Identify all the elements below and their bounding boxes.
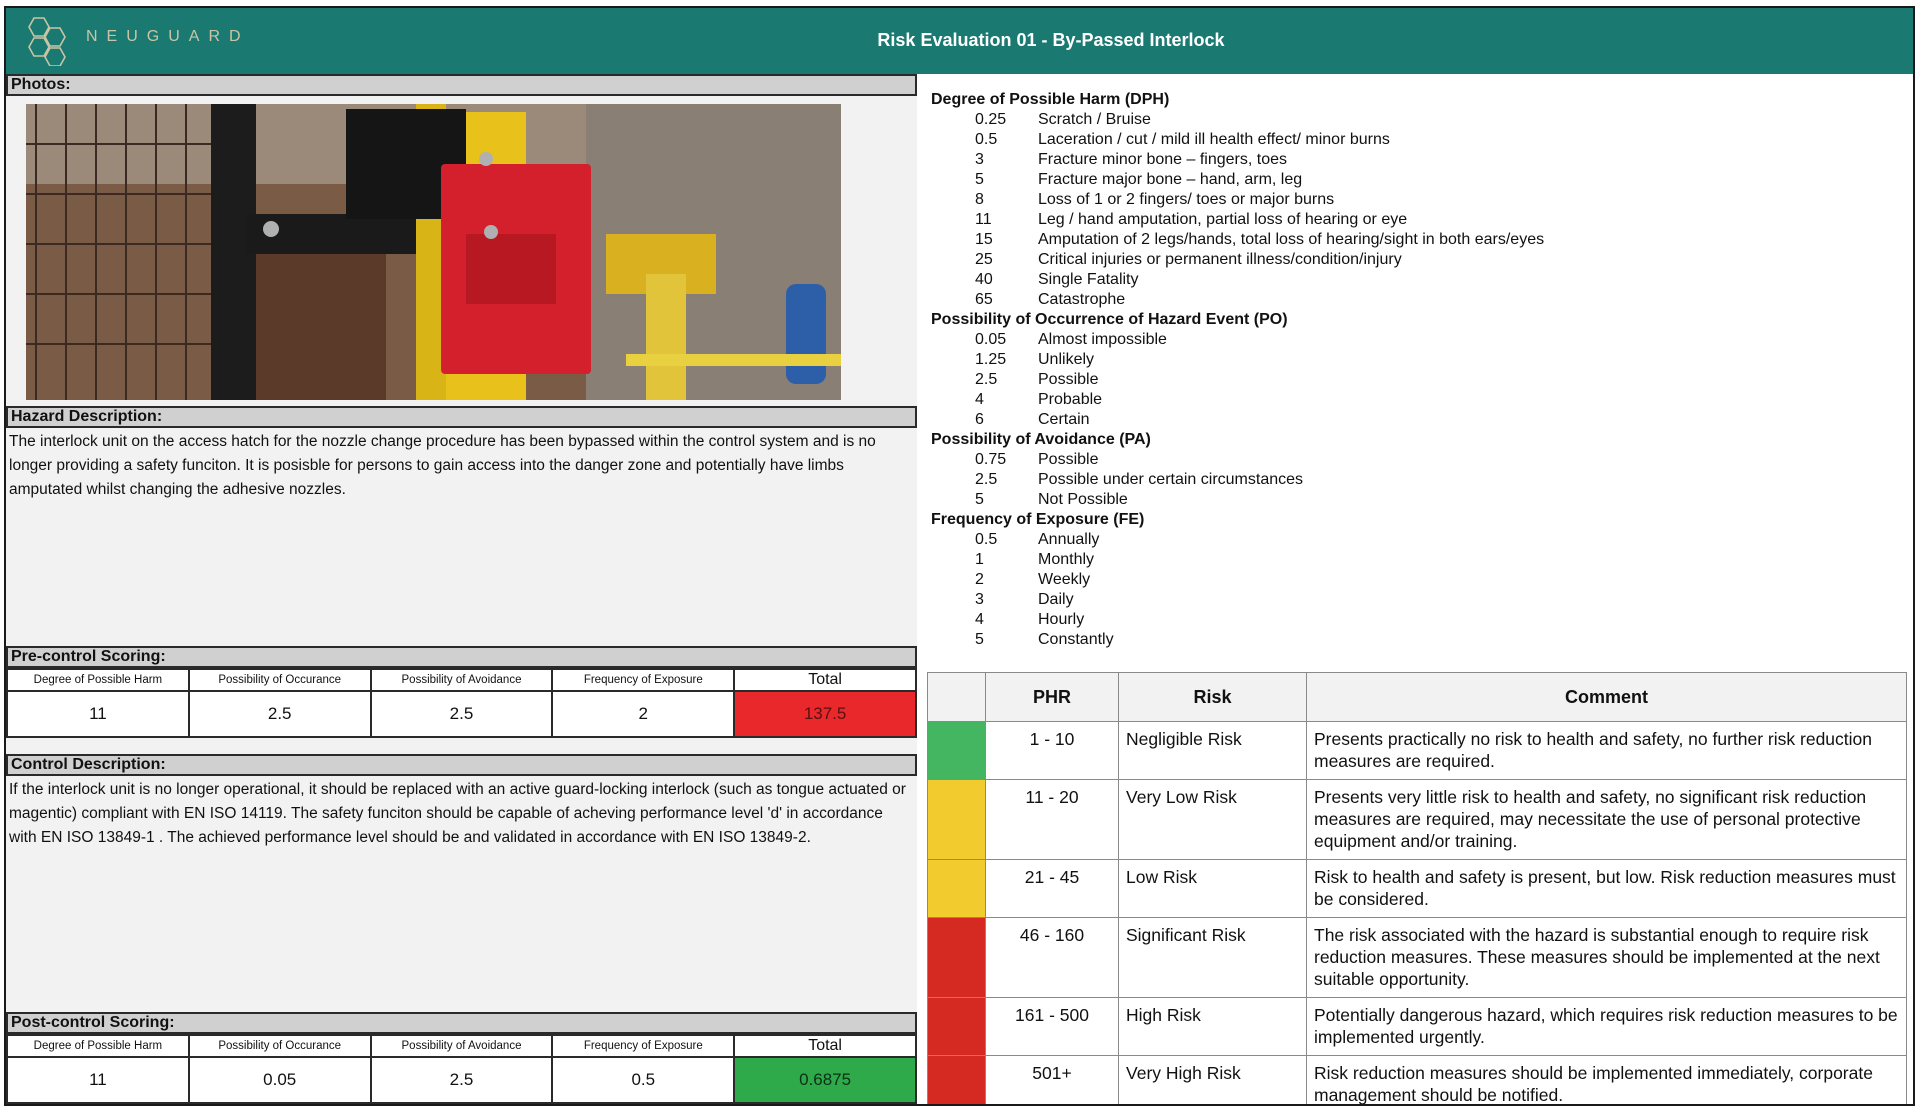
- risk-level: Low Risk: [1119, 860, 1307, 918]
- scoring-legend: [931, 90, 1891, 650]
- risk-color-swatch: [928, 860, 986, 918]
- legend-row: 0.75 Possible: [975, 451, 1099, 468]
- legend-row: 1 Monthly: [975, 551, 1095, 568]
- photos-section-label: Photos:: [6, 74, 917, 96]
- risk-level: High Risk: [1119, 998, 1307, 1056]
- legend-row: 15 Amputation of 2 legs/hands, total loss of hearing/sight in both ears/eyes: [975, 231, 1545, 248]
- pre-control-score-table: [6, 668, 917, 738]
- po-legend-title: Possibility of Occurrence of Hazard Event (PO): [931, 311, 1288, 328]
- pre-value-dph: 11: [7, 691, 189, 737]
- table-row: [928, 860, 1907, 918]
- risk-level: Very High Risk: [1119, 1056, 1307, 1107]
- table-row: [928, 998, 1907, 1056]
- dph-legend-title: Degree of Possible Harm (DPH): [931, 91, 1170, 108]
- pre-header-pa: Possibility of Avoidance: [371, 669, 553, 691]
- risk-color-swatch: [928, 1056, 986, 1107]
- phr-range: 1 - 10: [986, 722, 1119, 780]
- pre-value-fe: 2: [552, 691, 734, 737]
- pre-header-po: Possibility of Occurance: [189, 669, 371, 691]
- hazard-photo: [26, 104, 841, 400]
- page-title: Risk Evaluation 01 - By-Passed Interlock: [877, 30, 1225, 50]
- post-value-total: 0.6875: [734, 1057, 916, 1103]
- risk-color-swatch: [928, 780, 986, 860]
- post-header-total: Total: [734, 1035, 916, 1057]
- pre-header-total: Total: [734, 669, 916, 691]
- post-value-dph: 11: [7, 1057, 189, 1103]
- legend-row: 0.5 Annually: [975, 531, 1100, 548]
- comment-header: Comment: [1307, 673, 1907, 722]
- risk-comment: Risk to health and safety is present, but low. Risk reduction measures must be considered.: [1307, 860, 1907, 918]
- left-panel: [6, 74, 917, 1106]
- risk-comment: Presents practically no risk to health and safety, no further risk reduction measures are required.: [1307, 722, 1907, 780]
- risk-color-swatch: [928, 998, 986, 1056]
- pre-control-section-label: Pre-control Scoring:: [6, 646, 917, 668]
- pre-header-dph: Degree of Possible Harm: [7, 669, 189, 691]
- risk-comment: Presents very little risk to health and safety, no significant risk reduction measures are required, may necessitate the use of personal protective equipment and/or training.: [1307, 780, 1907, 860]
- post-header-pa: Possibility of Avoidance: [371, 1035, 553, 1057]
- legend-row: 3 Daily: [975, 591, 1074, 608]
- legend-row: 2 Weekly: [975, 571, 1091, 588]
- legend-row: 4 Hourly: [975, 611, 1085, 628]
- post-value-po: 0.05: [189, 1057, 371, 1103]
- post-control-section-label: Post-control Scoring:: [6, 1012, 917, 1034]
- pre-value-total: 137.5: [734, 691, 916, 737]
- pre-value-pa: 2.5: [371, 691, 553, 737]
- legend-row: 2.5 Possible: [975, 371, 1099, 388]
- table-row: [928, 1056, 1907, 1107]
- legend-row: 40 Single Fatality: [975, 271, 1139, 288]
- phr-range: 161 - 500: [986, 998, 1119, 1056]
- risk-level: Significant Risk: [1119, 918, 1307, 998]
- pa-legend-title: Possibility of Avoidance (PA): [931, 431, 1151, 448]
- hexagon-logo-icon: [20, 16, 76, 66]
- swatch-header: [928, 673, 986, 722]
- table-row: [928, 722, 1907, 780]
- table-row: [928, 780, 1907, 860]
- legend-row: 2.5 Possible under certain circumstances: [975, 471, 1304, 488]
- post-header-dph: Degree of Possible Harm: [7, 1035, 189, 1057]
- legend-row: 8 Loss of 1 or 2 fingers/ toes or major burns: [975, 191, 1335, 208]
- post-control-score-table: [6, 1034, 917, 1104]
- legend-row: 1.25 Unlikely: [975, 351, 1095, 368]
- risk-header: Risk: [1119, 673, 1307, 722]
- legend-row: 65 Catastrophe: [975, 291, 1126, 308]
- risk-level: Very Low Risk: [1119, 780, 1307, 860]
- table-row: [928, 918, 1907, 998]
- hazard-section-label: Hazard Description:: [6, 406, 917, 428]
- risk-level: Negligible Risk: [1119, 722, 1307, 780]
- legend-row: 25 Critical injuries or permanent illness/condition/injury: [975, 251, 1402, 268]
- legend-row: 5 Not Possible: [975, 491, 1128, 508]
- post-value-fe: 0.5: [552, 1057, 734, 1103]
- legend-row: 11 Leg / hand amputation, partial loss of hearing or eye: [975, 211, 1408, 228]
- risk-color-swatch: [928, 722, 986, 780]
- legend-row: 3 Fracture minor bone – fingers, toes: [975, 151, 1288, 168]
- phr-range: 11 - 20: [986, 780, 1119, 860]
- risk-evaluation-sheet: [4, 6, 1915, 1106]
- risk-color-swatch: [928, 918, 986, 998]
- phr-risk-table: [927, 672, 1907, 1106]
- legend-row: 0.05 Almost impossible: [975, 331, 1167, 348]
- fe-legend-title: Frequency of Exposure (FE): [931, 511, 1145, 528]
- risk-comment: Risk reduction measures should be implemented immediately, corporate management should be notified.: [1307, 1056, 1907, 1107]
- control-description: If the interlock unit is no longer operational, it should be replaced with an active guard-locking interlock (such as tongue actuated or magentic) compliant with EN ISO 14119. The safety funciton should be capable of acheving performance level 'd' in accordance with EN ISO 13849-1 . The achieved performance level should be and validated in accordance with EN ISO 13849-2.: [9, 781, 906, 846]
- legend-row: 5 Constantly: [975, 631, 1114, 648]
- legend-row: 4 Probable: [975, 391, 1103, 408]
- post-header-fe: Frequency of Exposure: [552, 1035, 734, 1057]
- brand-name: NEUGUARD: [86, 28, 250, 45]
- phr-range: 21 - 45: [986, 860, 1119, 918]
- pre-header-fe: Frequency of Exposure: [552, 669, 734, 691]
- right-panel: [917, 74, 1913, 1106]
- post-header-po: Possibility of Occurance: [189, 1035, 371, 1057]
- phr-range: 46 - 160: [986, 918, 1119, 998]
- post-value-pa: 2.5: [371, 1057, 553, 1103]
- legend-row: 5 Fracture major bone – hand, arm, leg: [975, 171, 1303, 188]
- legend-row: 0.5 Laceration / cut / mild ill health effect/ minor burns: [975, 131, 1390, 148]
- legend-row: 6 Certain: [975, 411, 1090, 428]
- control-section-label: Control Description:: [6, 754, 917, 776]
- phr-header: PHR: [986, 673, 1119, 722]
- header-bar: [6, 8, 1913, 74]
- phr-range: 501+: [986, 1056, 1119, 1107]
- risk-comment: The risk associated with the hazard is substantial enough to require risk reduction measures. These measures should be implemented at the next suitable opportunity.: [1307, 918, 1907, 998]
- risk-comment: Potentially dangerous hazard, which requires risk reduction measures to be implemented urgently.: [1307, 998, 1907, 1056]
- hazard-description: The interlock unit on the access hatch for the nozzle change procedure has been bypassed within the control system and is no longer providing a safety funciton. It is posisble for persons to gain access into the danger zone and potentially have limbs amputated whilst changing the adhesive nozzles.: [9, 433, 876, 498]
- legend-row: 0.25 Scratch / Bruise: [975, 111, 1151, 128]
- pre-value-po: 2.5: [189, 691, 371, 737]
